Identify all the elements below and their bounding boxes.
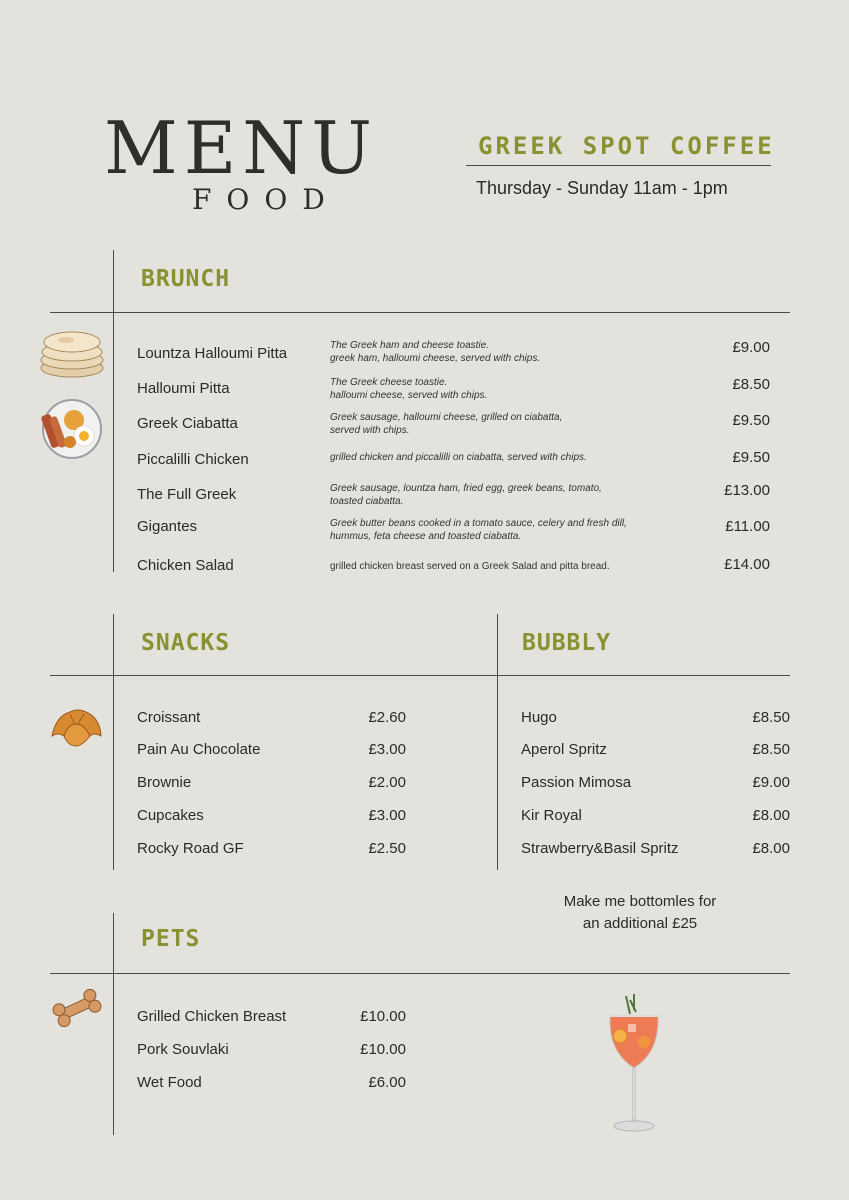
bubbly-vertical-divider xyxy=(497,614,498,870)
bubbly-item-name: Kir Royal xyxy=(521,807,582,824)
brand-divider xyxy=(466,165,771,166)
snack-item-name: Brownie xyxy=(137,774,192,791)
breakfast-plate-icon xyxy=(40,398,104,460)
brunch-item-price: £9.00 xyxy=(732,339,770,356)
page-subtitle: FOOD xyxy=(192,183,340,216)
snack-item-price: £3.00 xyxy=(368,741,406,758)
snack-item-price: £2.50 xyxy=(368,840,406,857)
bottomless-note: Make me bottomles for an additional £25 xyxy=(563,893,717,932)
snack-item-name: Pain Au Chocolate xyxy=(137,741,261,758)
pets-item-name: Pork Souvlaki xyxy=(137,1041,229,1058)
brunch-item-desc: Greek sausage, halloumi cheese, grilled on ciabatta, served with chips. xyxy=(330,412,563,436)
brunch-item-price: £9.50 xyxy=(732,412,770,429)
bubbly-item-price: £8.50 xyxy=(752,741,790,758)
bubbly-title: BUBBLY xyxy=(522,630,612,656)
bubbly-item-name: Strawberry&Basil Spritz xyxy=(521,840,679,857)
bubbly-item-price: £9.00 xyxy=(752,774,790,791)
croissant-icon xyxy=(48,702,104,750)
brunch-item-price: £11.00 xyxy=(725,518,770,535)
brand-name: GREEK SPOT COFFEE xyxy=(478,132,775,160)
snacks-title: SNACKS xyxy=(141,630,231,656)
brunch-item-name: Halloumi Pitta xyxy=(137,380,230,397)
brunch-item-desc: Greek sausage, lountza ham, fried egg, greek beans, tomato, toasted ciabatta. xyxy=(330,483,602,507)
pets-title: PETS xyxy=(141,926,201,952)
pets-horizontal-divider xyxy=(50,973,790,974)
brunch-item-name: Piccalilli Chicken xyxy=(137,451,249,468)
snacks-horizontal-divider xyxy=(50,675,790,676)
brunch-item-price: £8.50 xyxy=(732,376,770,393)
brunch-title: BRUNCH xyxy=(141,266,231,292)
bubbly-item-name: Aperol Spritz xyxy=(521,741,607,758)
brunch-item-desc: grilled chicken and piccalilli on ciabatta, served with chips. xyxy=(330,452,587,463)
brunch-item-desc: The Greek cheese toastie. halloumi cheese, served with chips. xyxy=(330,377,488,401)
brunch-item-name: Lountza Halloumi Pitta xyxy=(137,345,288,362)
brunch-item-price: £14.00 xyxy=(724,556,770,573)
snack-item-name: Cupcakes xyxy=(137,807,204,824)
brunch-item-price: £9.50 xyxy=(732,449,770,466)
brunch-item-desc: Greek butter beans cooked in a tomato sauce, celery and fresh dill, hummus, feta cheese and toasted ciabatta. xyxy=(330,518,627,542)
pets-item-price: £10.00 xyxy=(360,1041,406,1058)
pets-vertical-divider xyxy=(113,913,114,1135)
brunch-item-price: £13.00 xyxy=(724,482,770,499)
brunch-item-name: Chicken Salad xyxy=(137,557,234,574)
brunch-item-desc: The Greek ham and cheese toastie. greek ham, halloumi cheese, served with chips. xyxy=(330,340,541,364)
pets-item-name: Grilled Chicken Breast xyxy=(137,1008,287,1025)
opening-hours: Thursday - Sunday 11am - 1pm xyxy=(476,178,728,198)
bubbly-item-price: £8.00 xyxy=(752,807,790,824)
pets-item-price: £10.00 xyxy=(360,1008,406,1025)
brunch-vertical-divider xyxy=(113,250,114,572)
pitta-bread-icon xyxy=(38,326,106,380)
bubbly-item-price: £8.50 xyxy=(752,709,790,726)
snack-item-price: £3.00 xyxy=(368,807,406,824)
bubbly-item-name: Passion Mimosa xyxy=(521,774,632,791)
brunch-item-name: The Full Greek xyxy=(137,486,237,503)
brunch-item-desc: grilled chicken breast served on a Greek Salad and pitta bread. xyxy=(330,561,610,572)
pets-item-name: Wet Food xyxy=(137,1074,202,1091)
snacks-vertical-divider xyxy=(113,614,114,870)
bubbly-item-price: £8.00 xyxy=(752,840,790,857)
bubbly-item-name: Hugo xyxy=(521,709,557,726)
snack-item-price: £2.00 xyxy=(368,774,406,791)
brunch-item-name: Greek Ciabatta xyxy=(137,415,238,432)
brunch-horizontal-divider xyxy=(50,312,790,313)
spritz-glass-icon xyxy=(600,990,670,1138)
page-title: MENU xyxy=(104,106,378,190)
snack-item-price: £2.60 xyxy=(368,709,406,726)
brunch-item-name: Gigantes xyxy=(137,518,198,535)
pets-item-price: £6.00 xyxy=(368,1074,406,1091)
snack-item-name: Rocky Road GF xyxy=(137,840,244,857)
dog-bone-icon xyxy=(50,988,104,1028)
snack-item-name: Croissant xyxy=(137,709,201,726)
